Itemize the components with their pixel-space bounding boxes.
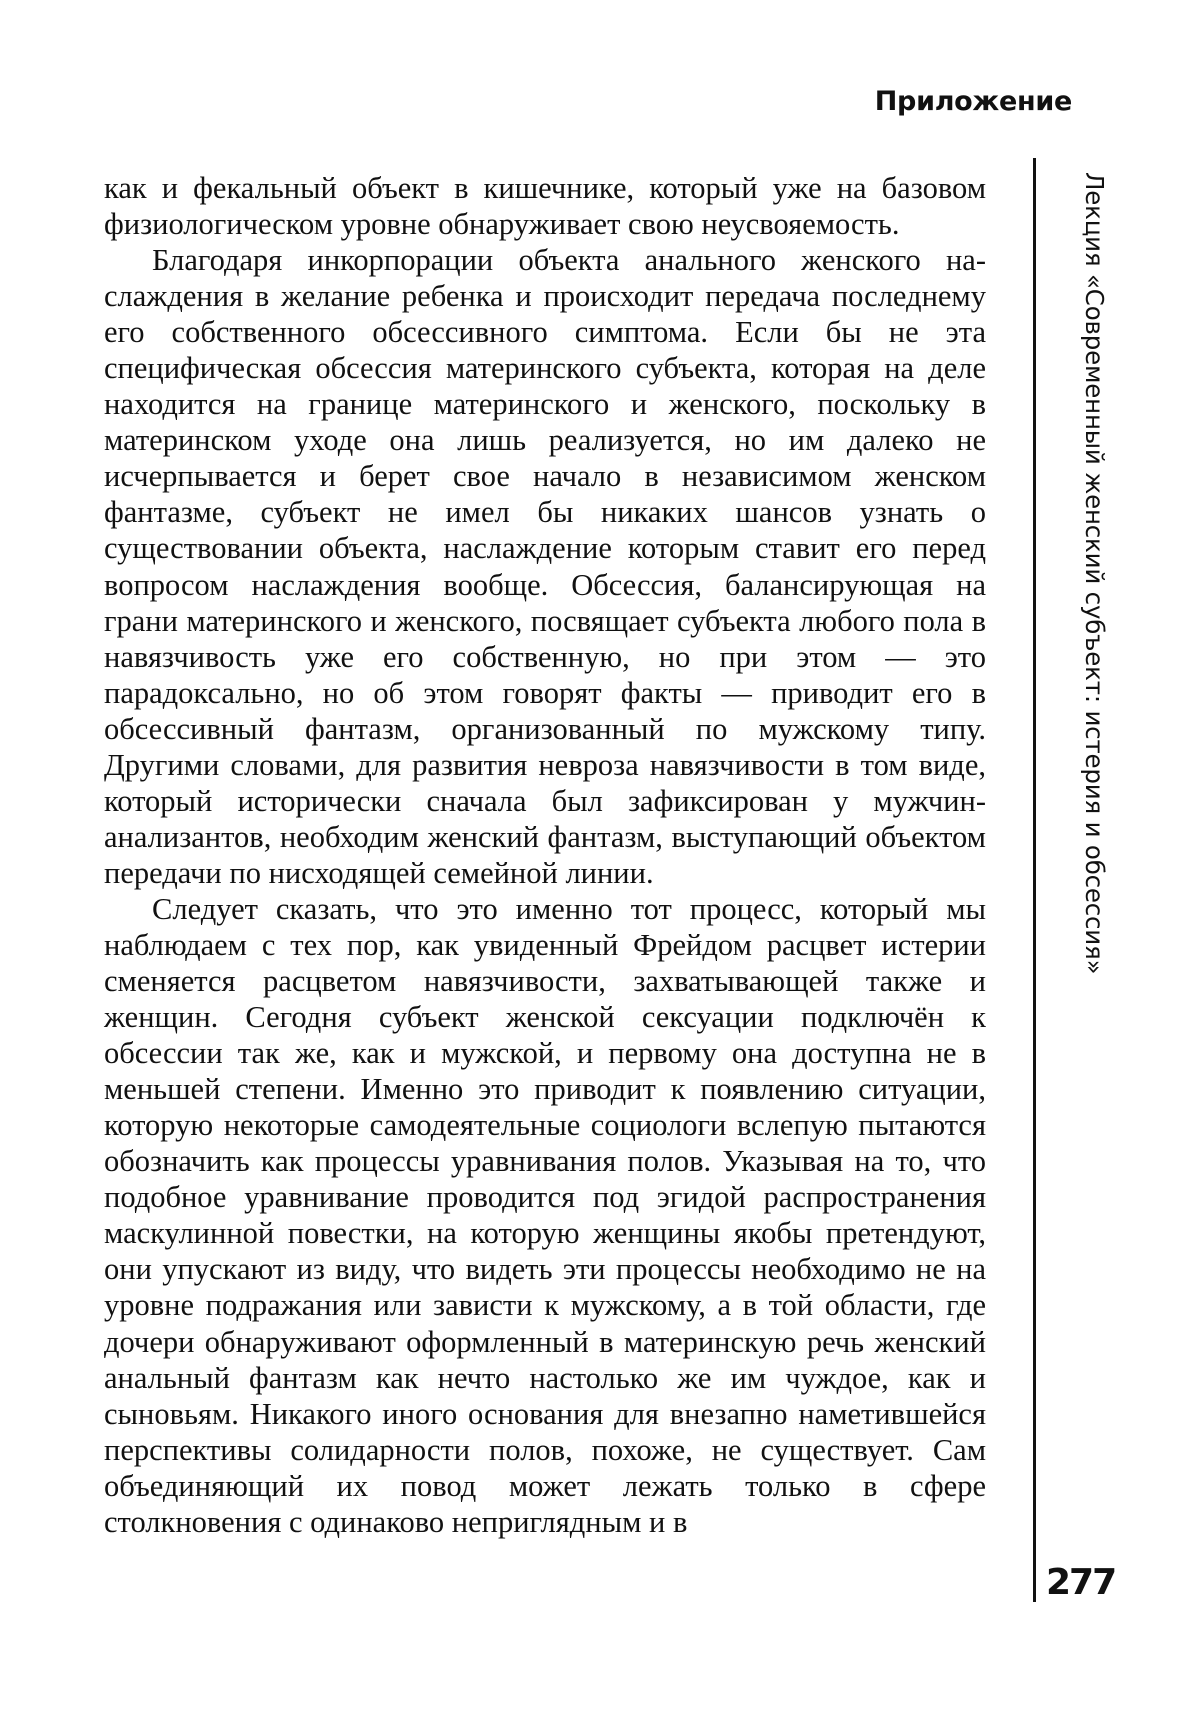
running-head: Приложение bbox=[874, 86, 1072, 117]
paragraph: Следует сказать, что это именно тот процесс, который мы наблюдаем с тех пор, как увиденный Фрейдом расцвет истерии сменяется расцветом навязчивости, захватывающей также и женщин. Сегодня субъект женской сексуации подключён к обсессии так же, как и мужской, и первому она доступна не в меньшей степени. Именно это приводит к появлению ситуации, которую некоторые самодеятельные социологи вслепую пытаются обозначить как процессы уравнивания полов. Указывая на то, что подобное уравнивание проводится под эгидой распространения маскулинной повестки, на которую женщины якобы претендуют, они упускают из виду, что видеть эти процессы необходимо не на уровне подражания или зависти к мужскому, а в той области, где дочери обнаруживают оформленный в материнскую речь женский анальный фантазм как нечто настолько же им чуждое, как и сыновьям. Никакого иного основания для внезапно наметившейся перспективы солидарности полов, похоже, не существует. Сам объединяющий их повод может лежать только в сфере столкновения с одинаково неприглядным и в bbox=[104, 891, 986, 1539]
paragraph: Благодаря инкорпорации объекта анального женского наслаждения в желание ребенка и происходит передача последнему его собственного обсессивного симптома. Если бы не эта специфическая обсессия материнского субъекта, которая на деле находится на границе материнского и женского, поскольку в материнском уходе она лишь реализуется, но им далеко не исчерпывается и берет свое начало в независимом женском фантазме, субъект не имел бы никаких шансов узнать о существовании объекта, наслаждение которым ставит его перед вопросом наслаждения вообще. Обсессия, балансирующая на грани материнского и женского, посвящает субъекта любого пола в навязчивость уже его собственную, но при этом — это парадоксально, но об этом говорят факты — приводит его в обсессивный фантазм, организованный по мужскому типу. Другими словами, для развития невроза навязчивости в том виде, который исторически сначала был зафиксирован у мужчин-анализантов, необходим женский фантазм, выступающий объектом передачи по нисходящей семейной линии. bbox=[104, 243, 986, 890]
lecture-title-vertical: Лекция «Современный женский субъект: истерия и обсессия» bbox=[1080, 172, 1109, 975]
body-text bbox=[104, 170, 986, 1540]
margin-rule bbox=[1033, 158, 1036, 1602]
page-number: 277 bbox=[1046, 1562, 1116, 1603]
paragraph-continuation: как и фекальный объект в кишечнике, который уже на базовом физиологическом уровне обнаруживает свою неусвояемость. bbox=[104, 171, 986, 242]
